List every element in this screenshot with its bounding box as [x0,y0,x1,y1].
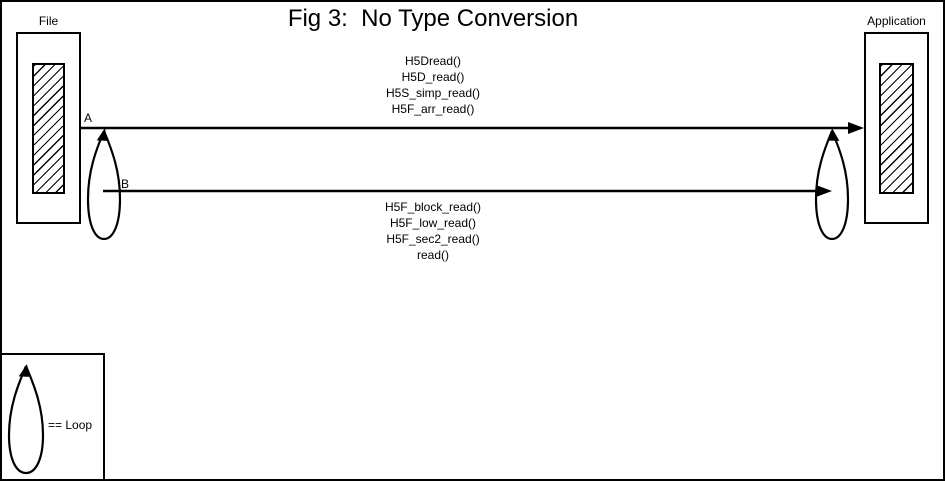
file-node-label: File [38,14,59,28]
function-label: H5Dread() [404,54,461,68]
function-label: H5D_read() [401,70,465,84]
figure-title: Fig 3: No Type Conversion [287,5,579,32]
function-label: H5F_arr_read() [391,102,475,116]
left-loop-icon [88,127,120,239]
arrowhead-right-icon [848,122,864,134]
arrow-b-label: B [121,177,130,191]
arrow-a-label: A [84,111,93,125]
legend-loop-label: == Loop [48,418,93,432]
function-label: H5S_simp_read() [385,86,481,100]
legend-box [0,353,105,481]
legend-loop-icon [2,355,105,479]
function-label: H5F_low_read() [389,216,477,230]
arrowhead-right-icon [816,185,832,197]
application-node-label: Application [867,14,926,28]
function-label: H5F_block_read() [384,200,482,214]
function-label: H5F_sec2_read() [386,232,480,246]
function-label: read() [416,248,449,262]
right-loop-icon [816,127,848,239]
arrow-a [81,122,864,134]
arrow-b [103,185,832,197]
